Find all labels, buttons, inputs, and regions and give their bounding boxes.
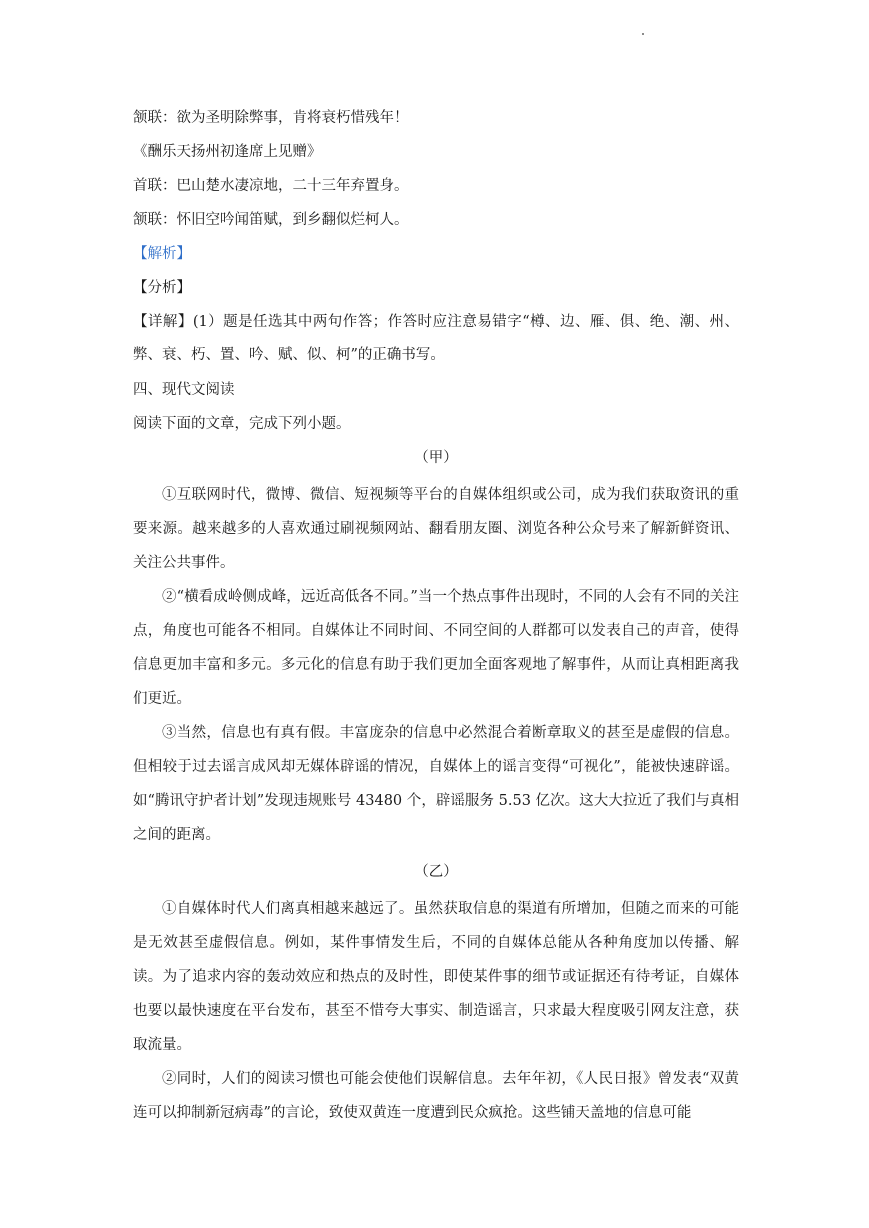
answer-line-1: 颔联：欲为圣明除弊事，肯将衰朽惜残年！ <box>133 110 409 126</box>
jia-paragraph-2: ②“横看成岭侧成峰，远近高低各不同。”当一个热点事件出现时，不同的人会有不同的关注点，角度也可能各不相同。自媒体让不同时间、不同空间的人群都可以发表自己的声音，使得信息更加丰富和多元。多元化的信息有助于我们更加全面客观地了解事件，从而让真相距离我们更近。 <box>133 589 739 707</box>
yi-paragraph-1: ①自媒体时代人们离真相越来越远了。虽然获取信息的渠道有所增加，但随之而来的可能是无效甚至虚假信息。例如，某件事情发生后，不同的自媒体总能从各种角度加以传播、解读。为了追求内容的轰动效应和热点的及时性，即使某件事的细节或证据还有待考证，自媒体也要以最快速度在平台发布，甚至不惜夸大事实、制造谣言，只求最大程度吸引网友注意，获取流量。 <box>133 901 739 1053</box>
instruction-text: 阅读下面的文章，完成下列小题。 <box>133 416 351 432</box>
document-page <box>133 108 739 1130</box>
poem-title: 《酬乐天扬州初逢席上见赠》 <box>133 144 322 160</box>
jiexi-label: 【解析】 <box>133 246 191 262</box>
passage-yi-title: （乙） <box>414 864 458 880</box>
answer-line-3: 首联：巴山楚水凄凉地，二十三年弃置身。 <box>133 178 409 194</box>
answer-line-4: 颔联：怀旧空吟闻笛赋，到乡翻似烂柯人。 <box>133 212 409 228</box>
xiangjie-text: 【详解】(1）题是任选其中两句作答；作答时应注意易错字“樽、边、雁、俱、绝、潮、州、弊、衰、朽、置、吟、赋、似、柯”的正确书写。 <box>133 314 739 363</box>
fenxi-label: 【分析】 <box>133 280 191 296</box>
jia-paragraph-1: ①互联网时代，微博、微信、短视频等平台的自媒体组织或公司，成为我们获取资讯的重要来源。越来越多的人喜欢通过刷视频网站、翻看朋友圈、浏览各种公众号来了解新鲜资讯、关注公共事件。 <box>133 487 739 571</box>
section-heading: 四、现代文阅读 <box>133 382 235 398</box>
yi-paragraph-2: ②同时，人们的阅读习惯也可能会使他们误解信息。去年年初，《人民日报》曾发表“双黄连可以抑制新冠病毒”的言论，致使双黄连一度遭到民众疯抢。这些铺天盖地的信息可能 <box>133 1071 739 1121</box>
page-mark-dot <box>642 33 644 35</box>
jia-paragraph-3: ③当然，信息也有真有假。丰富庞杂的信息中必然混合着断章取义的甚至是虚假的信息。但相较于过去谣言成风却无媒体辟谣的情况，自媒体上的谣言变得“可视化”，能被快速辟谣。如“腾讯守护者计划”发现违规账号 43480 个，辟谣服务 5.53 亿次。这大大拉近了我们与真相之间的距离。 <box>133 725 739 843</box>
passage-jia-title: （甲） <box>414 450 458 466</box>
